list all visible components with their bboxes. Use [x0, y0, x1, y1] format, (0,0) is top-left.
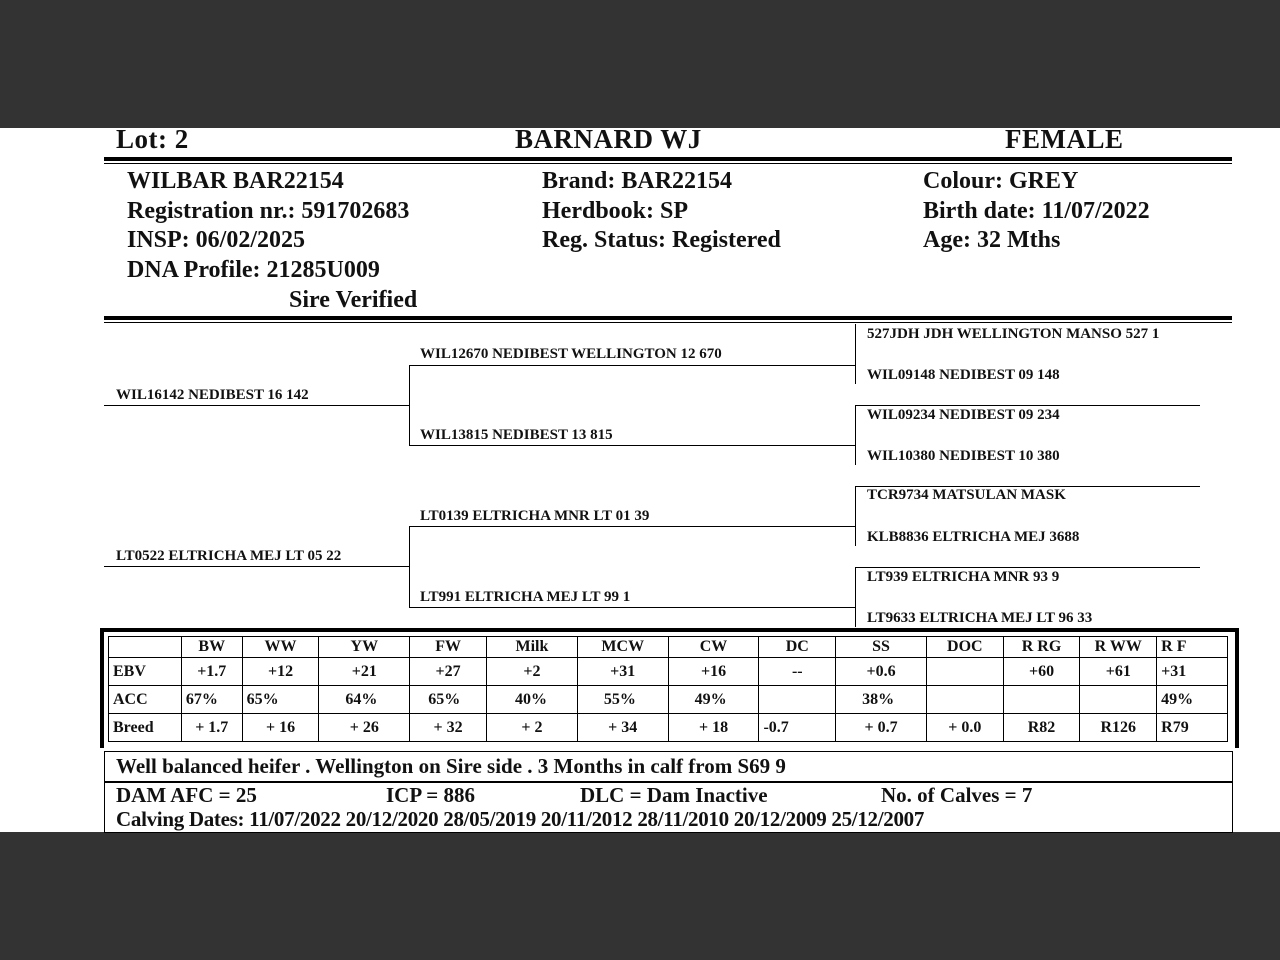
table-cell: 49% — [668, 686, 759, 714]
table-cell: + 32 — [410, 714, 487, 742]
table-header-cell: R WW — [1080, 637, 1157, 658]
table-header-cell: SS — [836, 637, 927, 658]
pedigree-bracket — [855, 486, 856, 546]
table-cell: +16 — [668, 658, 759, 686]
table-row — [109, 637, 1228, 658]
table-cell: + 1.7 — [181, 714, 242, 742]
dam-afc: DAM AFC = 25 — [116, 783, 257, 807]
pedigree-divider — [104, 316, 1232, 320]
table-cell: 65% — [410, 686, 487, 714]
table-cell: 67% — [181, 686, 242, 714]
reg-status: Reg. Status: Registered — [542, 227, 781, 253]
pedigree-dam-sire: LT0139 ELTRICHA MNR LT 01 39 — [420, 508, 650, 524]
pedigree-line — [409, 445, 855, 446]
lot-sheet — [0, 124, 1280, 832]
table-cell: +27 — [410, 658, 487, 686]
registration-number: Registration nr.: 591702683 — [127, 198, 410, 224]
table-cell: + 0.7 — [836, 714, 927, 742]
pedigree-sds: WIL09234 NEDIBEST 09 234 — [867, 407, 1060, 423]
header-divider — [104, 157, 1232, 161]
pedigree-dss: TCR9734 MATSULAN MASK — [867, 487, 1066, 503]
table-cell — [1080, 686, 1157, 714]
number-of-calves: No. of Calves = 7 — [881, 783, 1033, 807]
pedigree-dsd: KLB8836 ELTRICHA MEJ 3688 — [867, 529, 1080, 545]
table-header-cell: YW — [319, 637, 410, 658]
table-cell: +21 — [319, 658, 410, 686]
colour: Colour: GREY — [923, 168, 1079, 194]
table-header-cell: R RG — [1003, 637, 1080, 658]
table-cell: + 34 — [577, 714, 668, 742]
birth-date: Birth date: 11/07/2022 — [923, 198, 1150, 224]
table-cell: -0.7 — [759, 714, 836, 742]
icp: ICP = 886 — [386, 783, 475, 807]
dna-profile: DNA Profile: 21285U009 — [127, 257, 380, 283]
table-cell — [1003, 686, 1080, 714]
breeder-name: BARNARD WJ — [515, 124, 702, 154]
pedigree-sire: WIL16142 NEDIBEST 16 142 — [116, 387, 309, 403]
table-cell: R82 — [1003, 714, 1080, 742]
table-cell: + 26 — [319, 714, 410, 742]
pedigree-divider-thin — [104, 322, 1232, 323]
table-row-label: ACC — [109, 686, 182, 714]
table-cell: +60 — [1003, 658, 1080, 686]
table-cell: 49% — [1157, 686, 1228, 714]
lot-number: Lot: 2 — [116, 124, 189, 154]
table-cell: +12 — [242, 658, 319, 686]
table-header-cell: DOC — [926, 637, 1003, 658]
table-row-label: EBV — [109, 658, 182, 686]
pedigree-bracket — [855, 567, 856, 627]
table-cell: + 0.0 — [926, 714, 1003, 742]
table-cell: +61 — [1080, 658, 1157, 686]
pedigree-sdd: WIL10380 NEDIBEST 10 380 — [867, 448, 1060, 464]
pedigree-bracket — [855, 405, 856, 465]
pedigree-dam: LT0522 ELTRICHA MEJ LT 05 22 — [116, 548, 342, 564]
pedigree-line — [409, 526, 855, 527]
table-header-cell: R F — [1157, 637, 1228, 658]
table-cell: + 18 — [668, 714, 759, 742]
table-row — [109, 714, 1228, 742]
table-cell: 65% — [242, 686, 319, 714]
table-cell: 40% — [487, 686, 578, 714]
table-row — [109, 658, 1228, 686]
table-row — [109, 686, 1228, 714]
pedigree-line — [409, 607, 855, 608]
header-divider-thin — [104, 163, 1232, 164]
animal-sex: FEMALE — [1005, 124, 1124, 154]
pedigree-sire-sire: WIL12670 NEDIBEST WELLINGTON 12 670 — [420, 346, 722, 362]
table-cell: -- — [759, 658, 836, 686]
pedigree-bracket — [409, 365, 410, 446]
animal-name: WILBAR BAR22154 — [127, 168, 344, 194]
table-cell: R79 — [1157, 714, 1228, 742]
table-header-cell: DC — [759, 637, 836, 658]
comment-text: Well balanced heifer . Wellington on Sire side . 3 Months in calf from S69 9 — [116, 754, 786, 778]
table-header-cell: BW — [181, 637, 242, 658]
table-cell: + 16 — [242, 714, 319, 742]
age: Age: 32 Mths — [923, 227, 1061, 253]
ebv-table — [108, 636, 1228, 742]
pedigree-ssd: WIL09148 NEDIBEST 09 148 — [867, 367, 1060, 383]
dlc: DLC = Dam Inactive — [580, 783, 768, 807]
pedigree-sire-dam: WIL13815 NEDIBEST 13 815 — [420, 427, 613, 443]
pedigree-line — [104, 566, 409, 567]
sire-verified: Sire Verified — [289, 287, 418, 313]
pedigree-bracket — [855, 324, 856, 384]
pedigree-dam-dam: LT991 ELTRICHA MEJ LT 99 1 — [420, 589, 631, 605]
table-header-cell: MCW — [577, 637, 668, 658]
table-cell — [759, 686, 836, 714]
table-cell — [926, 686, 1003, 714]
table-header-cell: CW — [668, 637, 759, 658]
pedigree-sss: 527JDH JDH WELLINGTON MANSO 527 1 — [867, 326, 1160, 342]
brand: Brand: BAR22154 — [542, 168, 733, 194]
table-cell — [926, 658, 1003, 686]
pedigree-dds: LT939 ELTRICHA MNR 93 9 — [867, 569, 1060, 585]
insp-date: INSP: 06/02/2025 — [127, 227, 306, 253]
table-cell: R126 — [1080, 714, 1157, 742]
table-row-label: Breed — [109, 714, 182, 742]
table-header-cell — [109, 637, 182, 658]
table-cell: +2 — [487, 658, 578, 686]
table-cell: 38% — [836, 686, 927, 714]
pedigree-line — [104, 405, 409, 406]
table-cell: 55% — [577, 686, 668, 714]
pedigree-ddd: LT9633 ELTRICHA MEJ LT 96 33 — [867, 610, 1093, 626]
table-header-cell: Milk — [487, 637, 578, 658]
calving-dates: Calving Dates: 11/07/2022 20/12/2020 28/05/2019 20/11/2012 28/11/2010 20/12/2009 25/12/2007 — [116, 807, 925, 831]
herdbook: Herdbook: SP — [542, 198, 689, 224]
pedigree-bracket — [409, 526, 410, 607]
pedigree-line — [409, 365, 855, 366]
table-cell: +31 — [577, 658, 668, 686]
table-cell: + 2 — [487, 714, 578, 742]
table-header-cell: WW — [242, 637, 319, 658]
table-cell: +31 — [1157, 658, 1228, 686]
table-cell: 64% — [319, 686, 410, 714]
table-cell: +1.7 — [181, 658, 242, 686]
table-header-cell: FW — [410, 637, 487, 658]
table-cell: +0.6 — [836, 658, 927, 686]
